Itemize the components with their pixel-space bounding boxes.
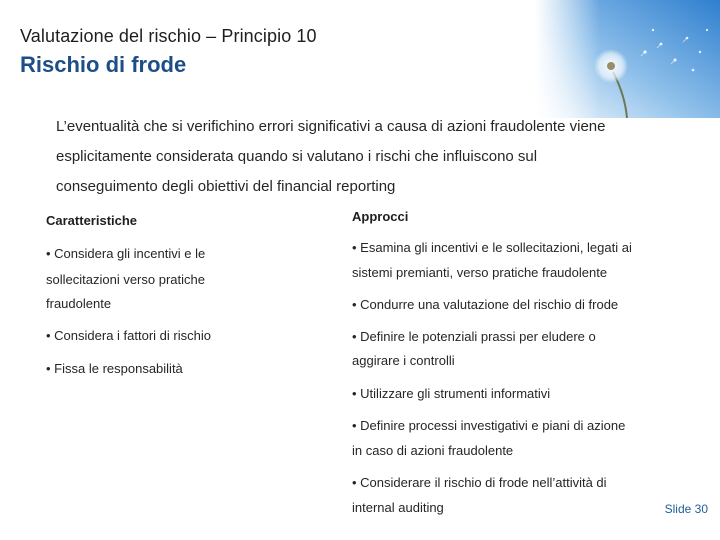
list-item: sollecitazioni verso pratiche (46, 272, 205, 287)
list-item: fraudolente (46, 296, 112, 311)
list-item: • Utilizzare gli strumenti informativi (352, 386, 551, 401)
list-item: • Esamina gli incentivi e le sollecitazioni, legati ai (352, 240, 632, 255)
slide-title: Rischio di frode (20, 52, 187, 77)
list-item: • Definire le potenziali prassi per eludere o (352, 329, 596, 344)
list-item: • Condurre una valutazione del rischio di frode (352, 297, 619, 312)
characteristics-heading: Caratteristiche (46, 213, 138, 228)
list-item: sistemi premianti, verso pratiche fraudolente (352, 265, 608, 280)
list-item: aggirare i controlli (352, 353, 455, 368)
list-item: • Fissa le responsabilità (46, 361, 183, 376)
list-item: • Considera gli incentivi e le (46, 246, 206, 261)
intro-line: esplicitamente considerata quando si valutano i rischi che influiscono sul (56, 148, 538, 165)
list-item: • Definire processi investigativi e piani di azione (352, 418, 626, 433)
slide-number: Slide 30 (664, 502, 708, 516)
intro-line: conseguimento degli obiettivi del financial reporting (56, 178, 396, 195)
list-item: • Considerare il rischio di frode nell’attività di (352, 475, 607, 490)
slide-kicker: Valutazione del rischio – Principio 10 (20, 26, 317, 46)
approaches-heading: Approcci (352, 209, 409, 224)
dandelion-image (535, 0, 720, 118)
list-item: in caso di azioni fraudolente (352, 443, 514, 458)
intro-paragraph (56, 112, 676, 202)
dandelion-photo (535, 0, 720, 118)
list-item: internal auditing (352, 500, 444, 515)
intro-line: L’eventualità che si verifichino errori significativi a causa di azioni fraudolente viene (56, 118, 606, 135)
list-item: • Considera i fattori di rischio (46, 328, 211, 343)
